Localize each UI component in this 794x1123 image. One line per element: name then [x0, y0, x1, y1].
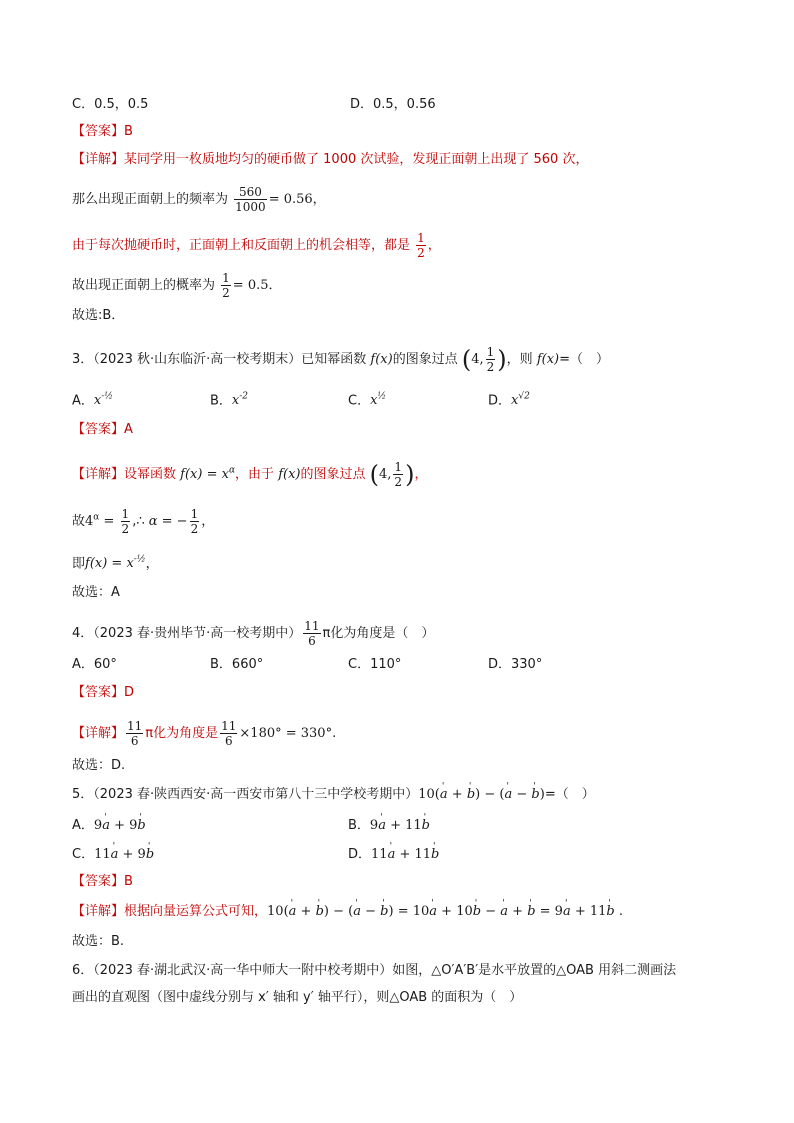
fraction-denominator: 2 [486, 360, 495, 374]
q4-option-c: C．110° [348, 657, 402, 672]
detail-2-line-1 [72, 151, 588, 169]
fraction-numerator: 560 [234, 185, 267, 200]
detail-text: 即 [72, 556, 86, 572]
q5-option-d [348, 846, 439, 864]
math-therefore: ,∴ [132, 514, 145, 529]
option-math: $x^{-2}$ [231, 392, 249, 409]
paren-right: ) [497, 345, 507, 374]
fraction-half [121, 507, 131, 536]
fraction-numerator: 1 [121, 507, 130, 521]
fraction-eleven-sixths [126, 719, 143, 748]
question-text: ，则 [506, 352, 533, 367]
fraction-numerator: 11 [221, 719, 237, 733]
fraction-eleven-sixths [220, 719, 237, 748]
q3-option-d [488, 388, 530, 410]
option-letter: B． [210, 393, 232, 409]
equation-tail: ×180° = 330°. [239, 726, 337, 741]
math-four: 4, [379, 467, 392, 482]
q4-option-b: B．660° [210, 657, 264, 672]
q4-option-d: D．330° [488, 657, 543, 672]
question-4 [72, 619, 434, 648]
paren-left: ( [369, 460, 380, 489]
detail-3-line-1 [72, 460, 427, 489]
option-math: 11' a + 9' b [94, 847, 154, 862]
fraction-denominator: 6 [224, 734, 233, 748]
fraction-half [486, 345, 496, 374]
answer-value: B [124, 124, 133, 139]
fraction [234, 185, 267, 214]
detail-label: 【详解】 [72, 467, 125, 482]
detail-2-line-3 [72, 231, 441, 260]
option-math: $x^{\frac{1}{2}}$ [370, 392, 387, 409]
question-5 [72, 786, 595, 804]
fraction-numerator: 1 [486, 345, 495, 359]
option-letter: C． [72, 847, 95, 862]
fraction-denominator: 2 [222, 286, 230, 300]
math-fx: f(x) [278, 467, 301, 482]
q3-option-c [348, 388, 386, 410]
option-letter: D． [488, 393, 512, 409]
select-5: 故选：B. [72, 934, 125, 949]
fraction-denominator: 2 [417, 246, 425, 260]
answer-value: A [124, 422, 133, 437]
math-alpha: α = − [148, 514, 188, 529]
option-letter: D． [348, 847, 372, 862]
question-text: =（ ） [544, 787, 595, 802]
equation-tail: = 0.5． [232, 278, 282, 293]
fraction-denominator: 6 [308, 634, 316, 648]
fraction-numerator: 1 [417, 231, 425, 245]
detail-text: ，由于 [235, 467, 275, 482]
answer-label: 【答案】 [72, 685, 125, 700]
math-power: $f(x) = x^\alpha$ [180, 465, 236, 482]
option-math: $x^{-\frac{1}{2}}$ [93, 392, 114, 409]
select-3: 故选：A [72, 585, 120, 600]
question-text: 4．（2023 春·贵州毕节·高一校考期中） [72, 626, 302, 641]
detail-2-line-2 [72, 185, 326, 214]
answer-5 [72, 873, 133, 891]
question-text: 的图象过点 [392, 352, 458, 367]
option-d-prev: D．0.5，0.56 [350, 97, 436, 112]
answer-4 [72, 684, 134, 702]
detail-text: 的图象过点 [300, 467, 366, 482]
math-fx: f(x) [370, 352, 393, 367]
question-text: =（ ） [559, 352, 610, 367]
fraction-numerator: 1 [394, 460, 403, 474]
equation-tail: = 0.56， [268, 192, 326, 207]
detail-text: ， [201, 514, 215, 529]
detail-label: 【详解】 [72, 904, 125, 919]
fraction-denominator: 2 [190, 522, 199, 536]
detail-text: 故出现正面朝上的概率为 [72, 278, 216, 293]
q4-option-a: A．60° [72, 657, 117, 672]
option-math: 11' a + 11' b [371, 847, 439, 862]
question-6-line-2: 画出的直观图（图中虚线分别与 x′ 轴和 y′ 轴平行），则△OAB 的面积为（ ） [72, 990, 523, 1005]
answer-value: B [124, 874, 133, 889]
detail-text: 故 [72, 514, 86, 529]
detail-5 [72, 903, 623, 921]
fraction-half [221, 271, 231, 300]
select-2: 故选:B． [72, 308, 125, 323]
fraction-half [416, 231, 426, 260]
answer-2 [72, 123, 133, 141]
fraction-numerator: 1 [190, 507, 199, 521]
fraction-numerator: 11 [304, 619, 320, 633]
math-fx: f(x) [536, 352, 560, 367]
detail-text: π化为角度是 [145, 726, 219, 741]
fraction-numerator: 1 [222, 271, 230, 285]
q5-option-b [348, 817, 430, 835]
fraction-eleven-sixths [303, 619, 320, 648]
fraction-numerator: 11 [127, 719, 143, 733]
question-text: 3．（2023 秋·山东临沂·高一校考期末）已知幂函数 [72, 352, 367, 367]
fraction-half [393, 460, 403, 489]
option-math: 9' a + 11' b [370, 818, 430, 833]
paren-right: ) [405, 460, 415, 489]
option-letter: B． [348, 818, 370, 833]
detail-text: 由于每次抛硬币时，正面朝上和反面朝上的机会相等，都是 [72, 238, 411, 253]
option-letter: A． [72, 393, 94, 409]
fraction-denominator: 2 [394, 475, 403, 489]
question-3 [72, 345, 609, 374]
question-text: π化为角度是（ ） [322, 626, 435, 641]
answer-value: D [124, 685, 135, 700]
option-c-prev: C．0.5，0.5 [72, 97, 149, 112]
math-four: 4, [471, 352, 484, 367]
fraction-half [190, 507, 200, 536]
answer-label: 【答案】 [72, 422, 125, 437]
vector-expression: 10(' a + ' b) − (' a − ' b) [418, 787, 545, 802]
select-4: 故选：D. [72, 758, 126, 773]
option-math: $x^{√2}$ [511, 392, 530, 409]
fraction-denominator: 1000 [235, 200, 266, 214]
detail-3-line-3 [72, 551, 159, 573]
q5-option-a [72, 817, 146, 835]
detail-text: ， [145, 556, 159, 572]
detail-3-line-2 [72, 507, 214, 536]
paren-left: ( [461, 345, 472, 374]
answer-label: 【答案】 [72, 874, 125, 889]
detail-text: 根据向量运算公式可知， [124, 904, 268, 919]
question-6-line-1: 6．（2023 春·湖北武汉·高一华中师大一附中校考期中）如图，△O′A′B′是水平放置的△OAB 用斜二测画法 [72, 963, 677, 978]
detail-tail: ， [427, 238, 441, 253]
fraction-denominator: 2 [121, 522, 130, 536]
detail-2-line-4 [72, 271, 282, 300]
fraction-denominator: 6 [130, 734, 139, 748]
answer-3 [72, 421, 133, 439]
vector-derivation: 10(' a + ' b) − (' a − ' b) = 10' a + 10' b − ' a + ' b = 9' a + 11' b . [267, 904, 623, 919]
math-result: $f(x) = x^{-\frac{1}{2}}$ [85, 555, 146, 572]
detail-4 [72, 719, 336, 748]
detail-text: ， [414, 467, 428, 482]
answer-label: 【答案】 [72, 124, 125, 139]
detail-text: 那么出现正面朝上的频率为 [72, 192, 229, 207]
option-math: 9' a + 9' b [94, 818, 146, 833]
question-text: 5．（2023 春·陕西西安·高一西安市第八十三中学校考期中） [72, 787, 419, 802]
q5-option-c [72, 846, 154, 864]
q3-option-b [210, 388, 248, 410]
detail-text: 某同学用一枚质地均匀的硬币做了 1000 次试验，发现正面朝上出现了 560 次， [124, 152, 589, 167]
detail-label: 【详解】 [72, 726, 125, 741]
option-letter: C． [348, 393, 371, 409]
detail-label: 【详解】 [72, 152, 125, 167]
detail-text: 设幂函数 [124, 467, 177, 482]
math-exp: $4^\alpha$ = [85, 512, 119, 529]
q3-option-a [72, 388, 113, 410]
option-letter: A． [72, 818, 94, 833]
